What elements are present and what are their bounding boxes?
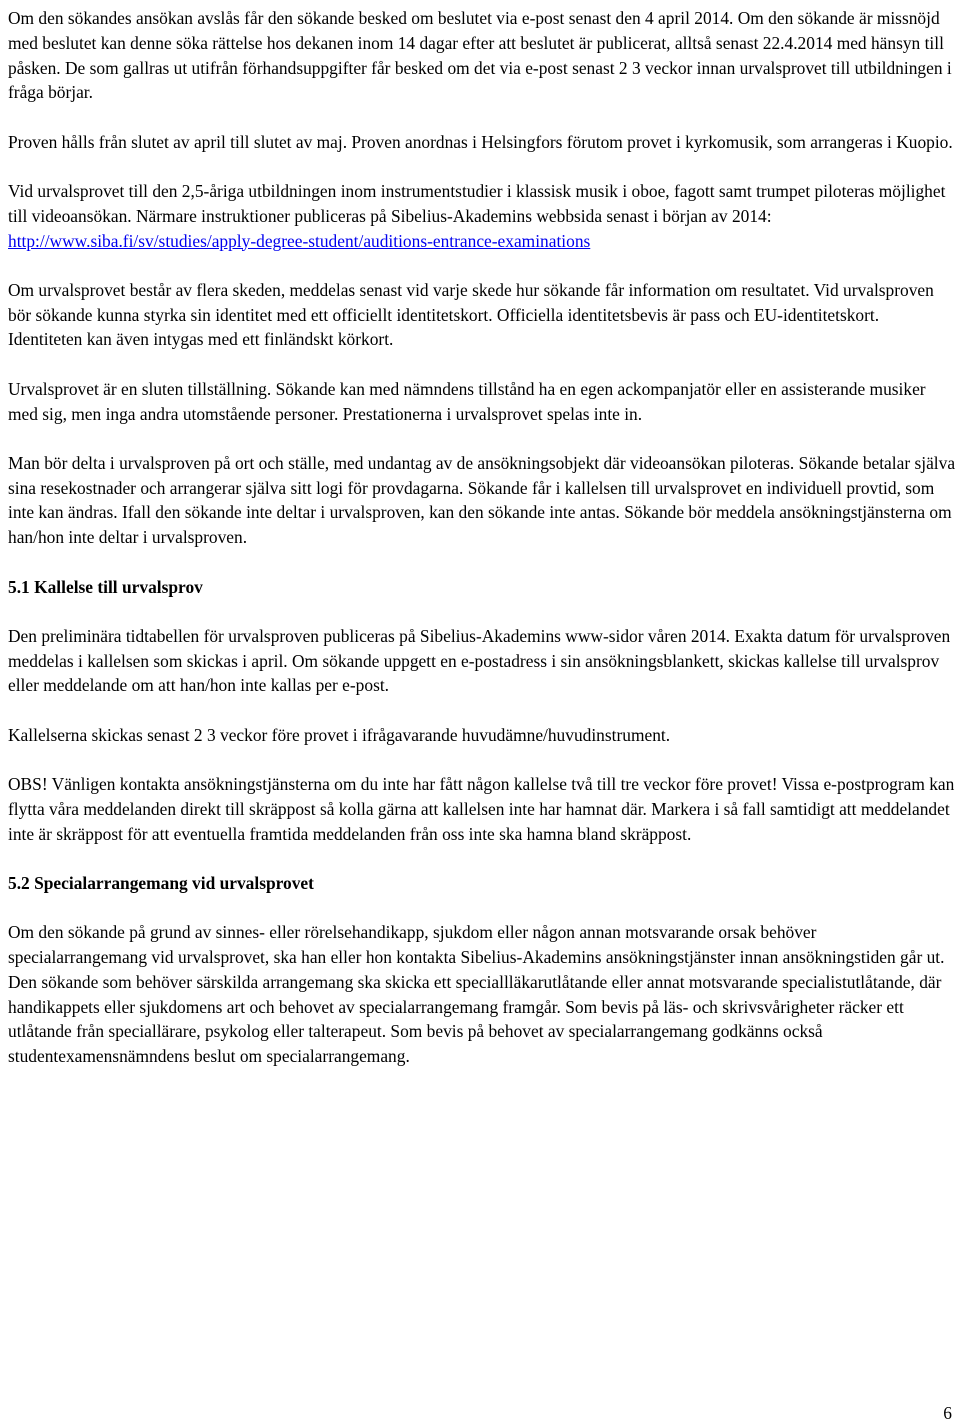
document-page <box>8 6 956 1094</box>
paragraph-invitation-deadline: Kallelserna skickas senast 2 3 veckor före provet i ifrågavarande huvudämne/huvudinstrument. <box>8 724 671 745</box>
paragraph-obs-notice: OBS! Vänligen kontakta ansökningstjänsterna om du inte har fått någon kallelse två till tre veckor före provet! Vissa e-postprogram kan flytta våra meddelanden direkt till skräppost så kolla gärna att kallelsen inte har hamnat där. Markera i så fall samtidigt att meddelandet inte är skräppost för att eventuella framtida meddelanden från oss inte ska hamna bland skräppost. <box>8 774 955 844</box>
paragraph-exam-period: Proven hålls från slutet av april till slutet av maj. Proven anordnas i Helsingfors förutom provet i kyrkomusik, som arrangeras i Kuopio. <box>8 131 953 152</box>
paragraph-video-application <box>8 179 956 253</box>
section-heading-5-1: 5.1 Kallelse till urvalsprov <box>8 576 203 597</box>
paragraph-result-notice: Om den sökandes ansökan avslås får den sökande besked om beslutet via e-post senast den 4 april 2014. Om den sökande är missnöjd med beslutet kan denne söka rättelse hos dekanen inom 14 dagar efter att beslutet är publicerat, alltså senast 22.4.2014 med hänsyn till påsken. De som gallras ut utifrån förhandsuppgifter får besked om det via e-post senast 2 3 veckor innan urvalsprovet till utbildningen i fråga börjar. <box>8 8 952 103</box>
paragraph-preliminary-schedule: Den preliminära tidtabellen för urvalsproven publiceras på Sibelius-Akademins www-sidor våren 2014. Exakta datum för urvalsproven meddelas i kallelsen som skickas i april. Om sökande uppgett en e-postadress i sin ansökningsblankett, skickas kallelse till urvalsprov eller meddelande om att han/hon inte kallas per e-post. <box>8 625 951 696</box>
paragraph-identity: Om urvalsprovet består av flera skeden, meddelas senast vid varje skede hur sökande får information om resultatet. Vid urvalsproven bör sökande kunna styrka sin identitet med ett officiellt identitetskort. Officiella identitetsbevis är pass och EU-identitetskort. Identiteten kan även intygas med ett finländskt körkort. <box>8 279 934 350</box>
section-heading-5-2: 5.2 Specialarrangemang vid urvalsprovet <box>8 872 314 893</box>
paragraph-closed-event: Urvalsprovet är en sluten tillställning. Sökande kan med nämndens tillstånd ha en egen ackompanjatör eller en assisterande musiker med sig, men inga andra utomstående personer. Prestationerna i urvalsprovet spelas inte in. <box>8 378 926 424</box>
paragraph-attendance: Man bör delta i urvalsproven på ort och ställe, med undantag av de ansökningsobjekt där videoansökan piloteras. Sökande betalar själva sina resekostnader och arrangerar själva sitt logi för provdagarna. Sökande får i kallelsen till urvalsprovet en individuell provtid, som inte kan ändras. Ifall den sökande inte deltar i urvalsproven, kan den sökande inte antas. Sökande bör meddela ansökningstjänsterna om han/hon inte deltar i urvalsproven. <box>8 452 956 548</box>
paragraph-video-application-text: Vid urvalsprovet till den 2,5-åriga utbildningen inom instrumentstudier i klassisk musik i oboe, fagott samt trumpet piloteras möjlighet till videoansökan. Närmare instruktioner publiceras på Sibelius-Akademins webbsida senast i början av 2014: <box>8 180 946 226</box>
page-number: 6 <box>943 1403 952 1423</box>
auditions-link[interactable]: http://www.siba.fi/sv/studies/apply-degree-student/auditions-entrance-examinations <box>8 230 591 251</box>
paragraph-special-arrangements: Om den sökande på grund av sinnes- eller rörelsehandikapp, sjukdom eller någon annan motsvarande orsak behöver specialarrangemang vid urvalsprovet, ska han eller hon kontakta Sibelius-Akademins ansökningstjänster innan ansökningstiden går ut. Den sökande som behöver särskilda arrangemang ska skicka ett speciallläkarutlåtande eller annat motsvarande specialistutlåtande, där handikappets eller sjukdomens art och behovet av specialarrangemang framgår. Som bevis på läs- och skrivsvårigheter räcker ett utlåtande från speciallärare, psykolog eller talterapeut. Som bevis på behovet av specialarrangemang godkänns också studentexamensnämndens beslut om specialarrangemang. <box>8 922 945 1067</box>
